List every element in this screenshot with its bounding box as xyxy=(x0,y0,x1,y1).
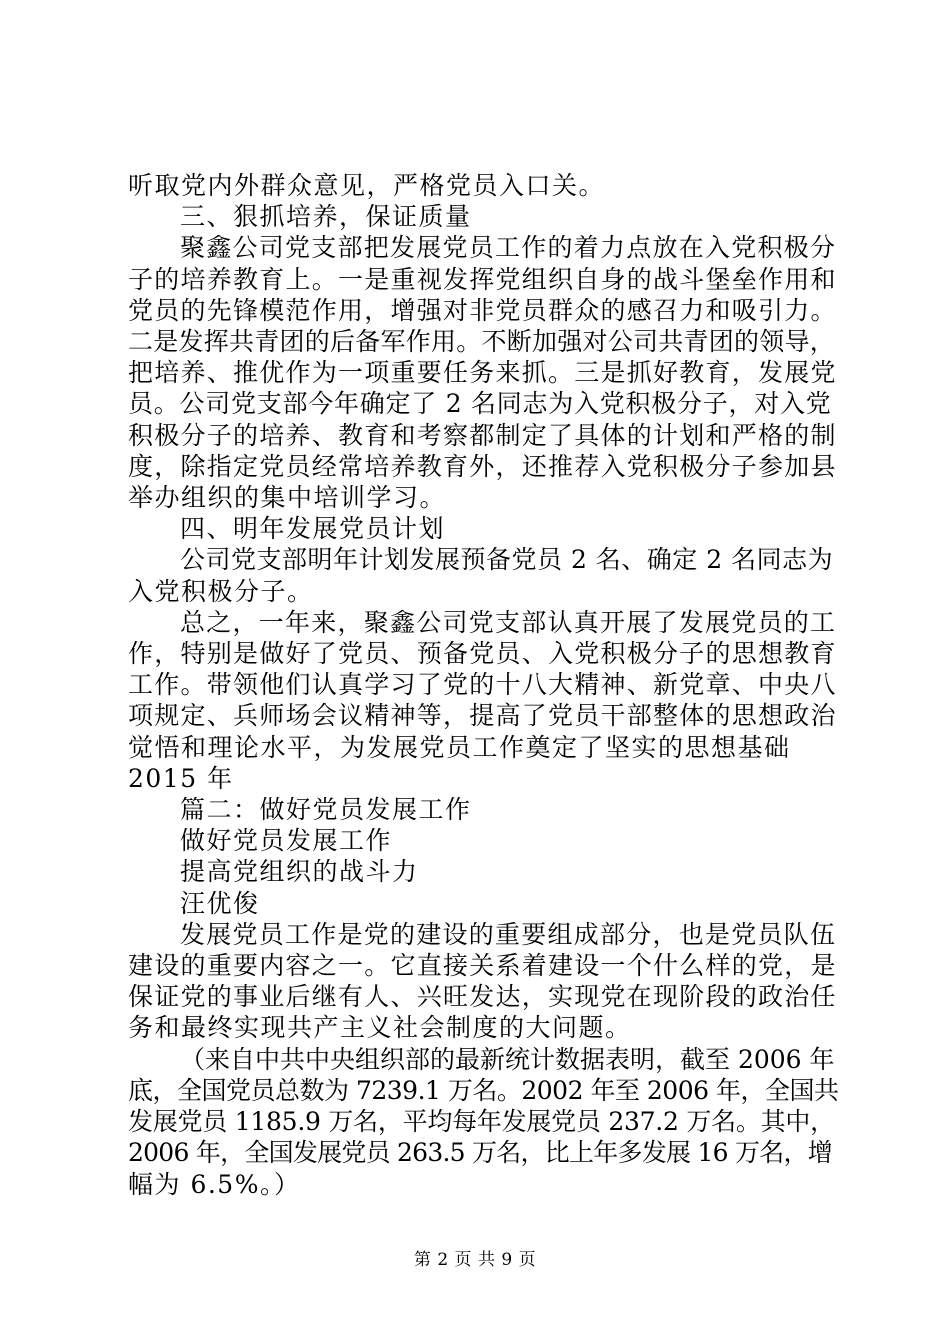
text-line-6: 二是发挥共青团的后备军作用。不断加强对公司共青团的领导， xyxy=(128,327,836,357)
text-line-17: 工作。带领他们认真学习了党的十八大精神、新党章、中央八 xyxy=(128,670,837,700)
text-line-8: 员。公司党支部今年确定了 2 名同志为入党积极分子，对入党 xyxy=(128,389,832,419)
text-line-4: 子的培养教育上。一是重视发挥党组织自身的战斗堡垒作用和 xyxy=(128,264,837,294)
document-body xyxy=(128,170,838,1200)
text-line-15: 总之，一年来，聚鑫公司党支部认真开展了发展党员的工 xyxy=(180,607,837,637)
text-line-29: （来自中共中央组织部的最新统计数据表明，截至 2006 年 xyxy=(180,1044,835,1074)
text-line-11: 举办组织的集中培训学习。 xyxy=(128,483,447,513)
text-line-18: 项规定、兵师场会议精神等，提高了党员干部整体的思想政治 xyxy=(128,701,837,731)
text-line-28: 务和最终实现共产主义社会制度的大问题。 xyxy=(128,1013,632,1043)
text-line-16: 作，特别是做好了党员、预备党员、入党积极分子的思想教育 xyxy=(128,639,837,669)
text-line-3: 聚鑫公司党支部把发展党员工作的着力点放在入党积极分 xyxy=(180,233,837,263)
text-line-20: 2015 年 xyxy=(128,763,234,793)
text-line-25: 发展党员工作是党的建设的重要组成部分，也是党员队伍 xyxy=(180,919,837,949)
page-number-footer: 第 2 页 共 9 页 xyxy=(413,1250,537,1270)
text-line-33: 幅为 6.5%。） xyxy=(128,1169,301,1199)
text-line-32: 2006 年，全国发展党员 263.5 万名，比上年多发展 16 万名，增 xyxy=(128,1138,832,1168)
text-line-9: 积极分子的培养、教育和考察都制定了具体的计划和严格的制 xyxy=(128,420,837,450)
text-line-1: 听取党内外群众意见，严格党员入口关。 xyxy=(128,171,606,200)
text-line-13: 公司党支部明年计划发展预备党员 2 名、确定 2 名同志为 xyxy=(180,545,834,575)
section-heading-3: 三、狠抓培养，保证质量 xyxy=(180,202,472,232)
section-heading-4: 四、明年发展党员计划 xyxy=(180,514,446,544)
text-line-7: 把培养、推优作为一项重要任务来抓。三是抓好教育，发展党 xyxy=(128,358,837,388)
text-line-14: 入党积极分子。 xyxy=(128,576,314,606)
article-heading: 篇二：做好党员发展工作 xyxy=(180,795,472,825)
text-line-26: 建设的重要内容之一。它直接关系着建设一个什么样的党，是 xyxy=(128,951,837,981)
article-author: 汪优俊 xyxy=(180,888,260,918)
text-line-5: 党员的先锋模范作用，增强对非党员群众的感召力和吸引力。 xyxy=(128,295,837,325)
text-line-19: 觉悟和理论水平，为发展党员工作奠定了坚实的思想基础 xyxy=(128,732,791,762)
text-line-31: 发展党员 1185.9 万名，平均每年发展党员 237.2 万名。其中， xyxy=(128,1107,835,1137)
text-line-30: 底，全国党员总数为 7239.1 万名。2002 年至 2006 年，全国共 xyxy=(128,1075,839,1105)
article-subtitle: 提高党组织的战斗力 xyxy=(180,857,419,887)
article-title: 做好党员发展工作 xyxy=(180,826,393,856)
text-line-10: 度，除指定党员经常培养教育外，还推荐入党积极分子参加县 xyxy=(128,451,837,481)
text-line-27: 保证党的事业后继有人、兴旺发达，实现党在现阶段的政治任 xyxy=(128,982,837,1012)
